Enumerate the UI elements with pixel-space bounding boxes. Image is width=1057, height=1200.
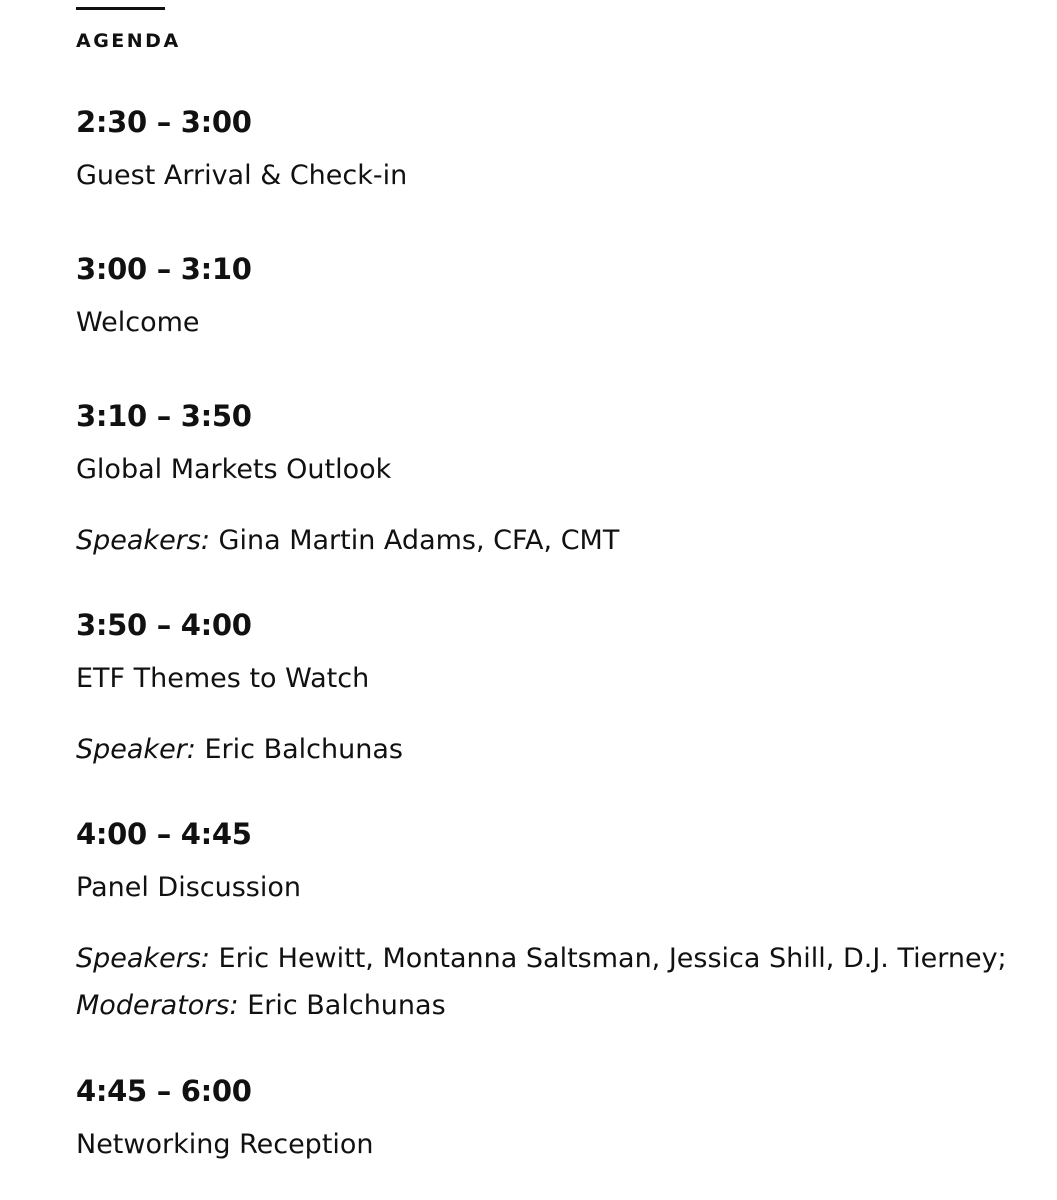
session-time: 4:00 – 4:45	[76, 817, 252, 851]
session-time: 3:50 – 4:00	[76, 608, 252, 642]
session-time: 3:10 – 3:50	[76, 399, 252, 433]
role-label: Speaker:	[76, 734, 196, 765]
moderator-line	[76, 982, 1036, 1029]
session-people	[76, 517, 1036, 564]
session-title: Networking Reception	[76, 1129, 374, 1160]
session-time: 2:30 – 3:00	[76, 105, 252, 139]
speaker-names: Eric Hewitt, Montanna Saltsman, Jessica Shill, D.J. Tierney;	[218, 943, 1007, 974]
speaker-line	[76, 935, 1036, 982]
agenda-session	[76, 399, 1036, 564]
speaker-line	[76, 517, 1036, 564]
session-people	[76, 935, 1036, 1029]
agenda-session	[76, 252, 1036, 339]
section-label: AGENDA	[76, 30, 181, 52]
section-divider	[76, 7, 165, 10]
session-title: Panel Discussion	[76, 872, 302, 903]
session-title: Global Markets Outlook	[76, 454, 392, 485]
session-people	[76, 726, 1036, 773]
speaker-names: Eric Balchunas	[204, 734, 403, 765]
agenda-session	[76, 105, 1036, 192]
role-label: Speakers:	[76, 525, 210, 556]
role-label: Speakers:	[76, 943, 210, 974]
speaker-line	[76, 726, 1036, 773]
agenda-session	[76, 1074, 1036, 1161]
session-title: Welcome	[76, 307, 200, 338]
role-label: Moderators:	[76, 990, 239, 1021]
session-time: 3:00 – 3:10	[76, 252, 252, 286]
agenda-session	[76, 817, 1036, 1029]
session-time: 4:45 – 6:00	[76, 1074, 252, 1108]
speaker-names: Gina Martin Adams, CFA, CMT	[218, 525, 620, 556]
agenda-session	[76, 608, 1036, 773]
moderator-names: Eric Balchunas	[247, 990, 446, 1021]
session-title: Guest Arrival & Check-in	[76, 160, 408, 191]
session-title: ETF Themes to Watch	[76, 663, 370, 694]
